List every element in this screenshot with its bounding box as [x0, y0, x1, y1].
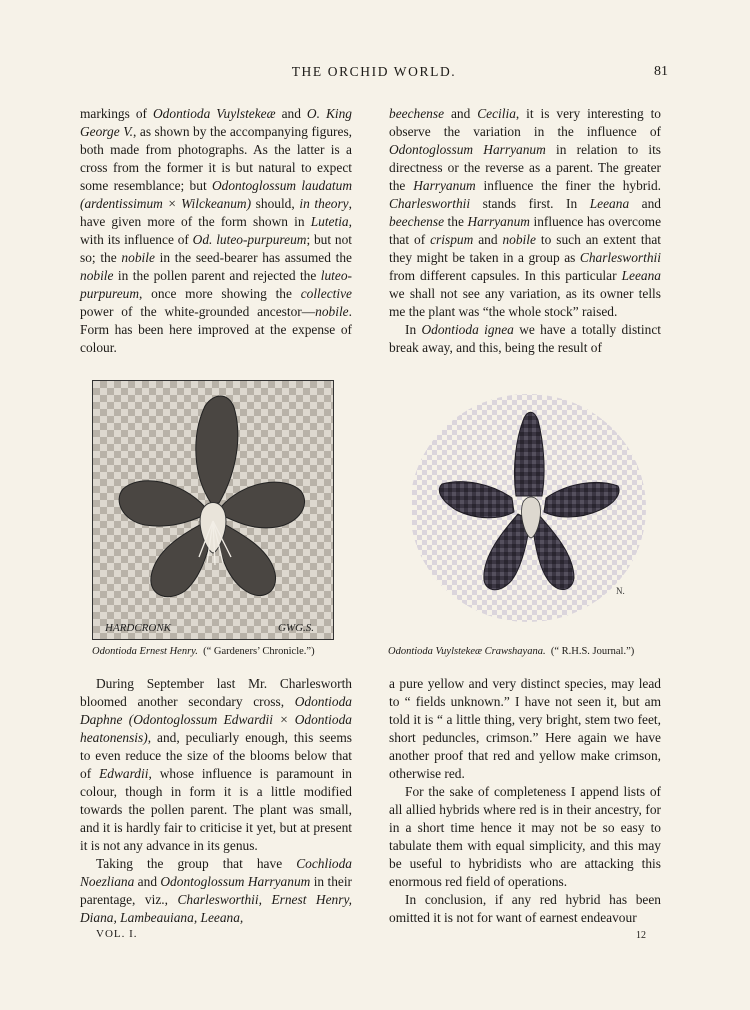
- footer-volume: VOL. I.: [96, 928, 138, 940]
- italic-run: Leeana: [589, 196, 630, 211]
- text-run: in the seed-bearer has assumed the: [154, 250, 352, 265]
- text-run: in the pollen parent and rejected the: [113, 268, 321, 283]
- text-run: During September last Mr. Charlesworth bloomed another secondary cross,: [80, 676, 352, 709]
- figure-odontioda-ernest-henry: [92, 380, 334, 640]
- text-run: . Form has been here improved at the expense of colour.: [80, 304, 352, 355]
- italic-run: beechense: [389, 106, 445, 121]
- italic-run: Odontoglossum Harryanum: [160, 874, 311, 889]
- caption-name: Odontioda Vuylstekeæ Crawshayana.: [388, 646, 546, 657]
- running-title: THE ORCHID WORLD.: [291, 64, 457, 79]
- italic-run: Cochlioda Noezliana: [80, 856, 352, 889]
- italic-run: nobile: [315, 304, 349, 319]
- column-bottom-left: [80, 675, 352, 927]
- figure-mark: N.: [616, 586, 625, 596]
- italic-run: Odontioda Daphne (Odontoglossum Edwardii × Odontioda heatonensis): [80, 694, 352, 745]
- text-run: a pure yellow and very distinct species, may lead to “ fields unknown.” I have not seen it, but am told it is “ a little thing, very bright, stem two feet, short peduncles, crimson.” Here again we have another proof that red and yellow make crimson, otherwise red.: [389, 676, 661, 781]
- text-run: , have given more of the form shown in: [80, 196, 352, 229]
- italic-run: collective: [300, 286, 352, 301]
- text-run: , with its influence of: [80, 214, 352, 247]
- text-run: and: [473, 232, 503, 247]
- italic-run: luteo-purpureum: [80, 268, 352, 301]
- text-run: and: [629, 196, 661, 211]
- figure-signature-right: GWG.S.: [278, 622, 315, 634]
- paragraph: [389, 321, 661, 357]
- text-run: , once more showing the: [139, 286, 301, 301]
- text-run: , whose influence is paramount in colour, though in form it is a little modified towards the pollen parent. The plant was small, and it is hardly fair to criticise it yet, but at present it is not any advance in its genus.: [80, 766, 352, 853]
- text-run: stands first. In: [470, 196, 590, 211]
- text-run: markings of: [80, 106, 154, 121]
- text-run: we shall not see any variation, as its owner tells me the plant was “the whole stock” raised.: [389, 286, 661, 319]
- italic-run: in theory: [299, 196, 349, 211]
- italic-run: Odontioda ignea: [421, 322, 514, 337]
- orchid-illustration-left: [93, 381, 333, 639]
- italic-run: Od. luteo-purpureum: [192, 232, 307, 247]
- italic-run: Charlesworthii: [579, 250, 661, 265]
- column-top-left: [80, 105, 352, 357]
- italic-run: nobile: [121, 250, 155, 265]
- italic-run: Harryanum: [467, 214, 530, 229]
- text-run: , and, peculiarly enough, this seems to even reduce the size of the blooms below that of: [80, 730, 352, 781]
- italic-run: Leeana: [621, 268, 661, 283]
- text-run: to such an extent that they might be taken in a group as: [389, 232, 662, 265]
- text-run: , as shown by the accompanying figures, both made from photographs. As the latter is a cross from the former it is but natural to expect some resemblance; but: [80, 124, 353, 193]
- paragraph: [389, 783, 661, 891]
- text-run: In: [405, 322, 422, 337]
- italic-run: nobile: [502, 232, 536, 247]
- paragraph: [80, 855, 352, 927]
- italic-run: Odontoglossum Harryanum: [389, 142, 546, 157]
- orchid-illustration-right: [412, 380, 652, 638]
- figure-signature-left: HARDCRONK: [105, 622, 171, 634]
- figure-caption-left: [92, 646, 315, 657]
- text-run: and: [275, 106, 307, 121]
- figure-odontioda-vuylstekeae-crawshayana: [412, 380, 652, 638]
- paragraph: [389, 105, 661, 321]
- footer-signature: 12: [636, 930, 646, 941]
- text-run: influence has overcome that of: [389, 214, 662, 247]
- text-run: influence the finer the hybrid.: [475, 178, 661, 193]
- italic-run: Harryanum: [413, 178, 476, 193]
- italic-run: nobile: [80, 268, 114, 283]
- caption-source: (“ Gardeners’ Chronicle.”): [203, 646, 315, 657]
- italic-run: Odontioda Vuylstekeæ: [153, 106, 276, 121]
- italic-run: beechense: [389, 214, 445, 229]
- italic-run: O. King George V.: [80, 106, 352, 139]
- italic-run: Lutetia: [310, 214, 349, 229]
- text-run: in relation to its directness or the reverse as a parent. The greater the: [389, 142, 662, 193]
- caption-name: Odontioda Ernest Henry.: [92, 646, 198, 657]
- figure-caption-right: [388, 646, 634, 657]
- caption-source: (“ R.H.S. Journal.”): [550, 646, 635, 657]
- paragraph: [389, 891, 661, 927]
- italic-run: Charlesworthii: [389, 196, 471, 211]
- text-run: and: [444, 106, 478, 121]
- italic-run: Charlesworthii, Ernest Henry, Diana, Lambeauiana, Leeana,: [80, 892, 352, 925]
- text-run: , it is very interesting to observe the variation in the influence of: [389, 106, 661, 139]
- page-header: [80, 64, 668, 84]
- paragraph: [389, 675, 661, 783]
- text-run: ; but not so; the: [80, 232, 353, 265]
- text-run: power of the white-grounded ancestor—: [80, 304, 316, 319]
- italic-run: Edwardii: [99, 766, 149, 781]
- text-run: in their parentage, viz.,: [80, 874, 353, 907]
- text-run: Taking the group that have: [96, 856, 297, 871]
- italic-run: Cecilia: [477, 106, 516, 121]
- text-run: and: [134, 874, 161, 889]
- column-top-right: [389, 105, 661, 357]
- text-run: from different capsules. In this particular: [389, 268, 622, 283]
- text-run: we have a totally distinct break away, and this, being the result of: [389, 322, 661, 355]
- text-run: should,: [251, 196, 300, 211]
- column-bottom-right: [389, 675, 661, 927]
- paragraph: [80, 675, 352, 855]
- text-run: In conclusion, if any red hybrid has been omitted it is not for want of earnest endeavour: [389, 892, 661, 925]
- paragraph: [80, 105, 352, 357]
- text-run: For the sake of completeness I append lists of all allied hybrids where red is in their ancestry, for in a short time hence it may not be so easy to tabulate them with equal simplicity, and this may be useful to hybridists who are attacking this enormous red field of operations.: [389, 784, 661, 889]
- page-number: 81: [654, 64, 668, 79]
- text-run: the: [444, 214, 468, 229]
- italic-run: Odontoglossum laudatum (ardentissimum × Wilckeanum): [80, 178, 352, 211]
- italic-run: crispum: [430, 232, 474, 247]
